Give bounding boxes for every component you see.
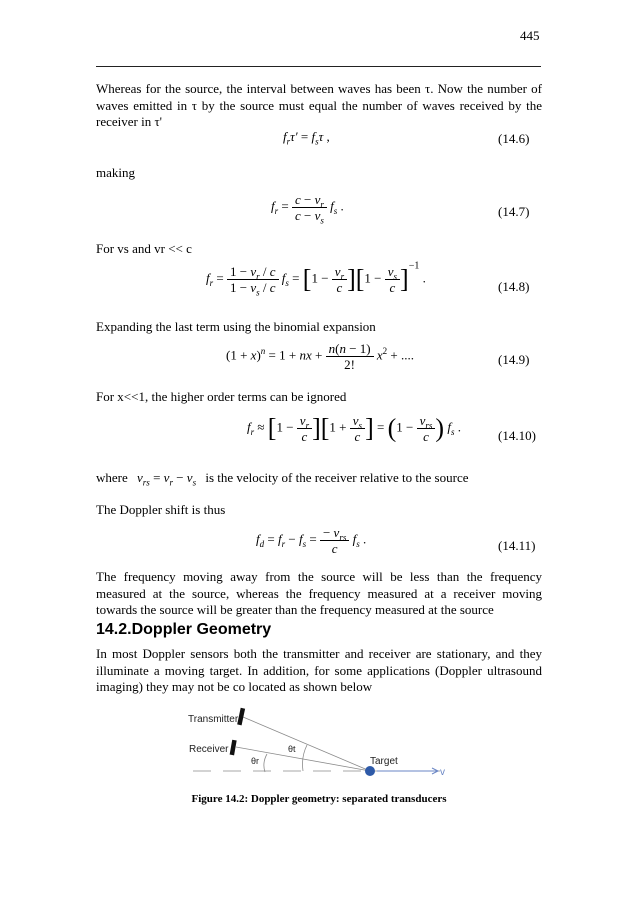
equation-14-8: $f_r$ = $\frac{1 - v_r / c}{1 - v_s / c}$ $f_s = [1$ − $\frac{v_r}{c}$ ][1 − $\frac{v_s}{c}$ ]$^{-1}$ .	[206, 260, 426, 298]
eq-number-14-7: (14.7)	[498, 204, 530, 219]
paragraph-intro: Whereas for the source, the interval between waves has been τ. Now the number of waves emitted in τ by the source must equal the number of waves received by the receiver in τ'	[96, 81, 542, 129]
paragraph-binomial: Expanding the last term using the binomial expansion	[96, 319, 376, 334]
equation-14-6: $f_r\tau' = f_s\tau$ ,	[283, 129, 330, 147]
eq-number-14-9: (14.9)	[498, 352, 530, 367]
paragraph-higher-order: For x<<1, the higher order terms can be ignored	[96, 389, 347, 404]
theta-r-arc	[264, 754, 267, 772]
doppler-geometry-figure	[185, 705, 460, 780]
target-icon	[365, 766, 375, 776]
equation-14-9: $(1 + x)^n = 1$ + nx + $\frac{n(n - 1)}{2!}$ $x^2$ + ....	[226, 341, 414, 372]
page-number: 445	[520, 28, 540, 43]
eq-number-14-10: (14.10)	[498, 428, 536, 443]
section-heading: 14.2.Doppler Geometry	[96, 621, 272, 638]
equation-14-10: $f_r \approx [1$ − $\frac{v_r}{c}$ ][1 + $\frac{v_s}{c}$ ] = (1 − $\frac{v_{rs}}{c}$ ) $f_s$ .	[247, 413, 461, 444]
eq-number-14-11: (14.11)	[498, 538, 536, 553]
theta-r-label: θr	[251, 756, 260, 766]
transmitter-label: Transmitter	[188, 714, 239, 725]
header-rule	[96, 66, 541, 67]
paragraph-small-velocity: For vs and vr << c	[96, 241, 192, 256]
paragraph-doppler-geometry: In most Doppler sensors both the transmitter and receiver are stationary, and they illuminate a moving target. In addition, for some applications (Doppler ultrasound imaging) they may not be co located as shown below	[96, 646, 542, 694]
equation-14-7: $f_r$ = $\frac{c - v_r}{c - v_s}$ $f_s$ .	[271, 192, 344, 226]
target-label: Target	[370, 756, 398, 767]
figure-caption: Figure 14.2: Doppler geometry: separated transducers	[191, 793, 447, 805]
paragraph-doppler-shift: The Doppler shift is thus	[96, 502, 226, 517]
receiver-label: Receiver	[189, 744, 229, 755]
receiver-icon	[230, 740, 237, 756]
transmitter-icon	[237, 708, 245, 726]
eq-number-14-8: (14.8)	[498, 279, 530, 294]
paragraph-relative-velocity: where $v_{rs} = v_r - v_s$ is the velocity of the receiver relative to the source	[96, 470, 469, 488]
eq-number-14-6: (14.6)	[498, 131, 530, 146]
paragraph-making: making	[96, 165, 135, 180]
transmitter-ray	[243, 717, 370, 771]
theta-t-arc	[303, 745, 308, 771]
velocity-label: v	[440, 767, 445, 778]
theta-t-label: θt	[288, 744, 296, 754]
paragraph-frequency-comparison: The frequency moving away from the source will be less than the frequency measured at the source, whereas the frequency measured at a receiver moving towards the source will be greater than the frequency measured at the source	[96, 569, 542, 617]
equation-14-11: $f_d = f_r - f_s$ = $\frac{- v_{rs}}{c}$ $f_s$ .	[256, 525, 367, 556]
